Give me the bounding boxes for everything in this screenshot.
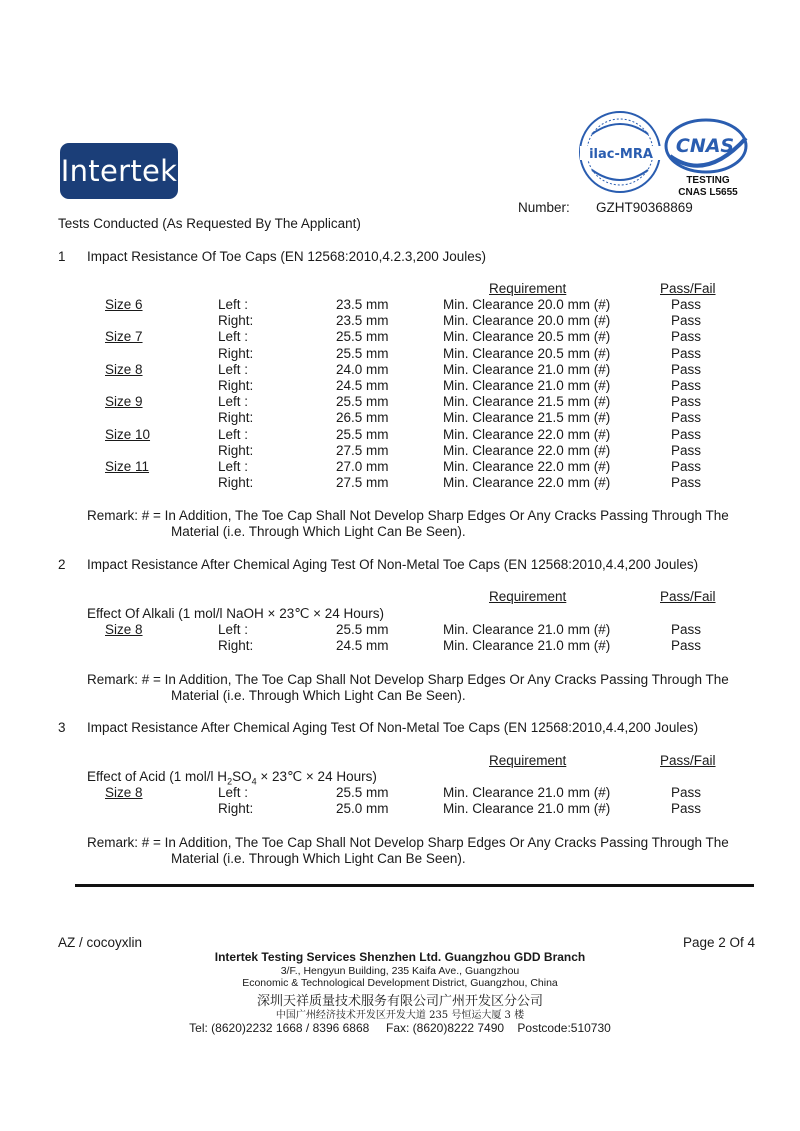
section-2-number: 2 (58, 557, 66, 572)
contact-line: Tel: (8620)2232 1668 / 8396 6868 Fax: (8620)8222 7490 Postcode:510730 (189, 1021, 611, 1035)
alkali-condition: Effect Of Alkali (1 mol/l NaOH × 23℃ × 24 Hours) (87, 606, 385, 621)
requirement-value: Min. Clearance 21.0 mm (#) (443, 622, 611, 637)
result-value: Pass (670, 442, 701, 458)
address-line-2: Economic & Technological Development District, Guangzhou, China (242, 977, 558, 989)
side-label: Left : (218, 622, 249, 637)
author-initials: AZ / cocoyxlin (58, 935, 143, 950)
requirement-header: Requirement (489, 281, 567, 296)
measured-value: 25.5 mm (336, 329, 389, 345)
measured-value: 23.5 mm (336, 297, 389, 312)
side-label: Right: (218, 313, 254, 329)
measured-value: 23.5 mm (336, 313, 389, 329)
measured-value: 25.5 mm (336, 426, 389, 442)
requirement-header: Requirement (489, 753, 567, 768)
measured-value: 25.5 mm (336, 394, 389, 410)
measured-value: 24.0 mm (336, 361, 389, 377)
svg-text:CNAS: CNAS (675, 135, 735, 157)
side-label: Right: (218, 638, 254, 653)
measured-value: 26.5 mm (336, 410, 389, 426)
requirement-value: Min. Clearance 20.5 mm (#) (443, 329, 611, 345)
result-value: Pass (670, 394, 701, 410)
acid-condition: Effect of Acid (1 mol/l $H_2SO_4$ × 23℃ × 24 Hours) (87, 769, 377, 787)
result-value: Pass (670, 345, 701, 361)
remark-line-2: Material (i.e. Through Which Light Can Be Seen). (171, 688, 466, 703)
result-value: Pass (670, 475, 701, 491)
size-label: Size 6 (105, 297, 143, 312)
size-label: Size 11 (105, 459, 150, 474)
pass-fail-header: Pass/Fail (660, 589, 716, 604)
measured-value: 25.0 mm (336, 801, 389, 816)
section-2-title: Impact Resistance After Chemical Aging Test Of Non-Metal Toe Caps (EN 12568:2010,4.4,200 Joules) (87, 557, 699, 572)
side-label: Left : (218, 329, 249, 345)
result-value: Pass (670, 378, 701, 393)
side-label: Right: (218, 345, 254, 361)
remark-line-1: Remark: # = In Addition, The Toe Cap Shall Not Develop Sharp Edges Or Any Cracks Passing Through The (87, 835, 729, 850)
result-value: Pass (670, 785, 701, 800)
chinese-company-name: 深圳天祥质量技术服务有限公司广州开发区分公司 (256, 994, 543, 1009)
remark-line-2: Material (i.e. Through Which Light Can Be Seen). (171, 851, 466, 866)
size-label: Size 10 (105, 426, 151, 442)
requirement-header: Requirement (489, 589, 567, 604)
report-number: GZHT90368869 (596, 200, 693, 215)
side-label: Right: (218, 378, 254, 393)
side-label: Right: (218, 801, 254, 816)
side-label: Left : (218, 459, 249, 474)
svg-text:CNAS L5655: CNAS L5655 (678, 187, 738, 198)
side-label: Left : (218, 785, 249, 800)
requirement-value: Min. Clearance 21.5 mm (#) (443, 394, 611, 410)
result-value: Pass (670, 622, 701, 637)
requirement-value: Min. Clearance 22.0 mm (#) (443, 475, 611, 491)
size-label: Size 9 (105, 394, 143, 410)
section-1-title: Impact Resistance Of Toe Caps (EN 12568:2010,4.2.3,200 Joules) (87, 249, 486, 264)
side-label: Right: (218, 410, 254, 426)
chinese-address: 中国广州经济技术开发区开发大道 235 号恒运大厦 3 楼 (275, 1010, 525, 1021)
footer-divider (75, 884, 754, 887)
requirement-value: Min. Clearance 22.0 mm (#) (443, 426, 611, 442)
size-label: Size 8 (105, 785, 143, 800)
requirement-value: Min. Clearance 21.0 mm (#) (443, 801, 611, 816)
result-value: Pass (670, 297, 701, 312)
size-label: Size 8 (105, 361, 143, 377)
side-label: Left : (218, 426, 249, 442)
requirement-value: Min. Clearance 22.0 mm (#) (443, 459, 611, 474)
requirement-value: Min. Clearance 21.0 mm (#) (443, 785, 611, 800)
measured-value: 25.5 mm (336, 622, 389, 637)
result-value: Pass (670, 410, 701, 426)
remark-line-1: Remark: # = In Addition, The Toe Cap Shall Not Develop Sharp Edges Or Any Cracks Passing Through The (87, 508, 729, 523)
measured-value: 27.5 mm (336, 475, 389, 491)
side-label: Left : (218, 394, 249, 410)
section-3-number: 3 (58, 720, 66, 735)
measured-value: 24.5 mm (336, 378, 389, 393)
requirement-value: Min. Clearance 20.0 mm (#) (443, 313, 611, 329)
requirement-value: Min. Clearance 20.5 mm (#) (443, 345, 611, 361)
result-value: Pass (670, 426, 701, 442)
accreditation-seal-icon (578, 108, 758, 200)
size-label: Size 7 (105, 329, 143, 345)
side-label: Left : (218, 297, 249, 312)
measured-value: 27.0 mm (336, 459, 389, 474)
result-value: Pass (670, 313, 701, 329)
measured-value: 24.5 mm (336, 638, 389, 653)
svg-text:ilac-MRA: ilac-MRA (589, 147, 653, 162)
svg-text:TESTING: TESTING (686, 175, 730, 186)
requirement-value: Min. Clearance 20.0 mm (#) (443, 297, 611, 312)
result-value: Pass (670, 329, 701, 345)
tests-conducted-heading: Tests Conducted (As Requested By The Applicant) (58, 216, 361, 231)
remark-line-1: Remark: # = In Addition, The Toe Cap Shall Not Develop Sharp Edges Or Any Cracks Passing Through The (87, 672, 729, 687)
requirement-value: Min. Clearance 21.0 mm (#) (443, 378, 611, 393)
requirement-value: Min. Clearance 21.0 mm (#) (443, 638, 611, 653)
company-name: Intertek Testing Services Shenzhen Ltd. Guangzhou GDD Branch (214, 950, 586, 964)
size-label: Size 8 (105, 622, 143, 637)
side-label: Right: (218, 442, 254, 458)
measured-value: 25.5 mm (336, 785, 389, 800)
result-value: Pass (670, 361, 701, 377)
result-value: Pass (670, 801, 701, 816)
section-1-number: 1 (58, 249, 66, 264)
result-value: Pass (670, 638, 701, 653)
pass-fail-header: Pass/Fail (660, 281, 716, 296)
measured-value: 27.5 mm (336, 442, 389, 458)
requirement-value: Min. Clearance 21.0 mm (#) (443, 361, 611, 377)
number-label: Number: (518, 200, 570, 215)
address-line-1: 3/F., Hengyun Building, 235 Kaifa Ave., Guangzhou (280, 965, 520, 977)
requirement-value: Min. Clearance 22.0 mm (#) (443, 442, 611, 458)
measured-value: 25.5 mm (336, 345, 389, 361)
intertek-logo: Intertek (60, 143, 178, 199)
pass-fail-header: Pass/Fail (660, 753, 716, 768)
page-number: Page 2 Of 4 (683, 935, 756, 950)
section-3-title: Impact Resistance After Chemical Aging Test Of Non-Metal Toe Caps (EN 12568:2010,4.4,200 Joules) (87, 720, 699, 735)
side-label: Right: (218, 475, 254, 491)
requirement-value: Min. Clearance 21.5 mm (#) (443, 410, 611, 426)
result-value: Pass (670, 459, 701, 474)
remark-line-2: Material (i.e. Through Which Light Can Be Seen). (171, 524, 466, 539)
side-label: Left : (218, 361, 249, 377)
